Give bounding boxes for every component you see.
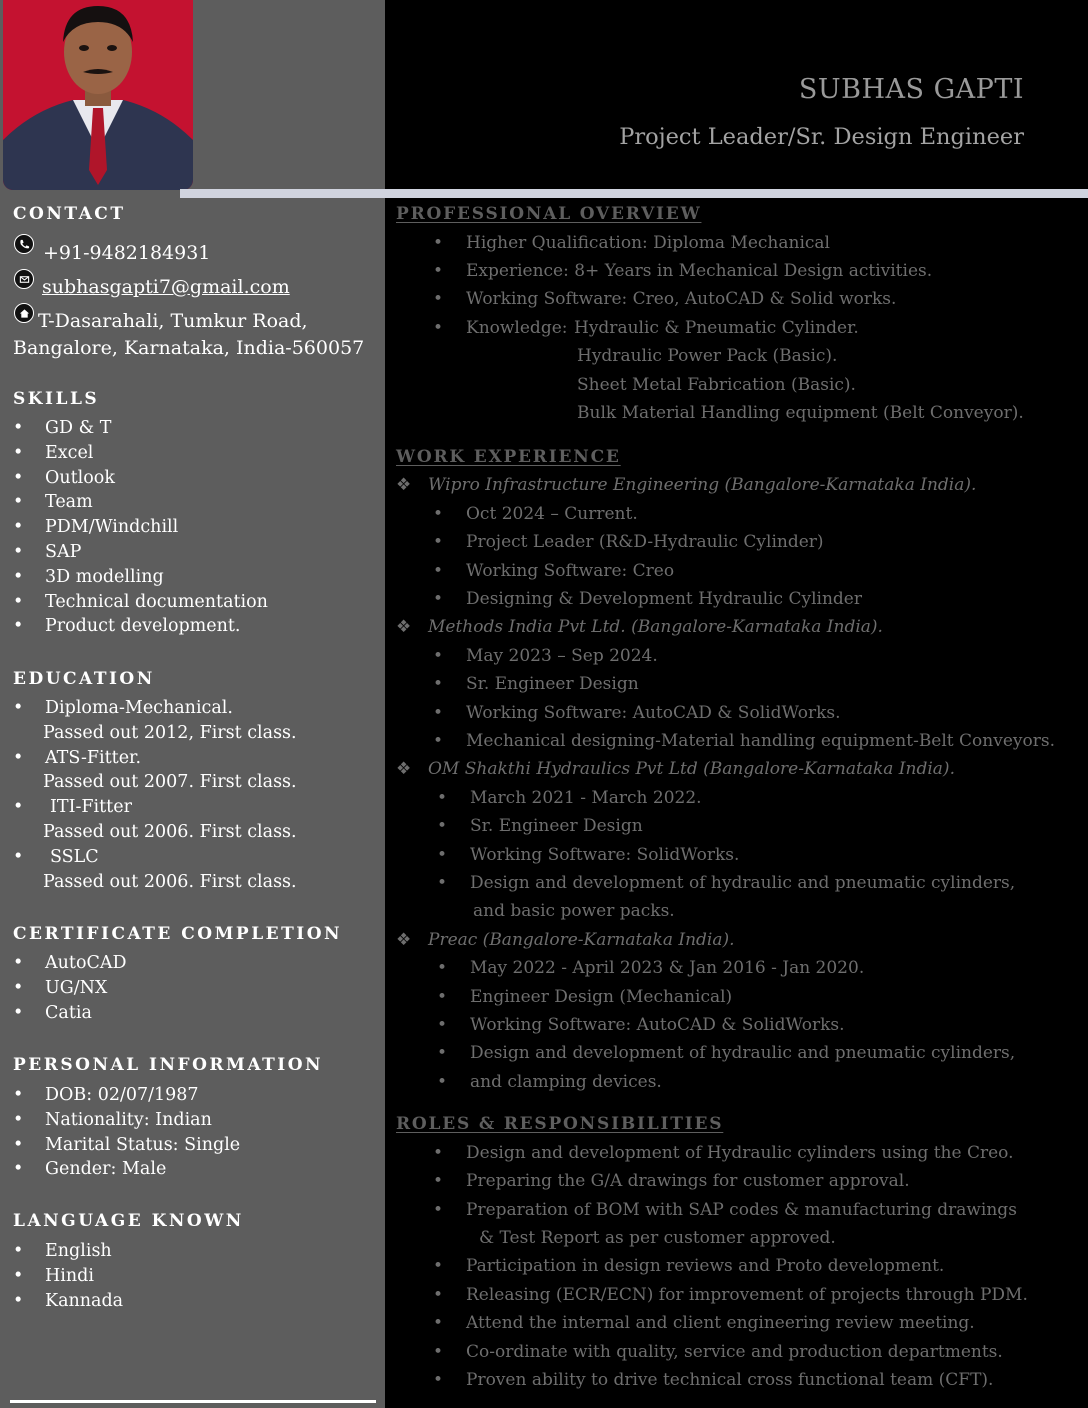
list-item: • GD & T: [13, 416, 268, 441]
work-title: WORK EXPERIENCE: [396, 447, 621, 467]
list-item: • Catia: [13, 1001, 127, 1026]
job-detail: • May 2023 – Sep 2024.: [466, 646, 658, 666]
profile-photo: [3, 0, 193, 190]
home-icon: [14, 303, 34, 323]
company-name: OM Shakthi Hydraulics Pvt Ltd (Bangalore-Karnataka India).: [428, 759, 955, 779]
company-name: Methods India Pvt Ltd. (Bangalore-Karnataka India).: [428, 617, 883, 637]
job-detail: • Mechanical designing-Material handling equipment-Belt Conveyors.: [466, 731, 1055, 751]
list-item: • Outlook: [13, 466, 268, 491]
list-item: • DOB: 02/07/1987: [13, 1083, 240, 1108]
address-line-1: T-Dasarahali, Tumkur Road,: [38, 310, 308, 332]
education-name: ITI-Fitter: [50, 797, 132, 818]
job-detail: • Working Software: SolidWorks.: [470, 845, 739, 865]
job-detail: • Designing & Development Hydraulic Cylinder: [466, 589, 862, 609]
divider: [10, 1400, 376, 1403]
knowledge-item: Hydraulic Power Pack (Basic).: [577, 346, 838, 366]
job-detail: • Working Software: Creo: [466, 561, 674, 581]
list-item: • Product development.: [13, 614, 268, 639]
diamond-bullet-icon: ❖: [396, 930, 412, 950]
skills-list: [13, 416, 268, 639]
overview-qualification: • Higher Qualification: Diploma Mechanical: [466, 233, 830, 253]
list-item: • English: [13, 1239, 123, 1264]
certificate-list: [13, 951, 127, 1025]
email-icon: [14, 269, 34, 289]
education-detail: Passed out 2006. First class.: [43, 871, 297, 892]
diamond-bullet-icon: ❖: [396, 759, 412, 779]
company-name: Wipro Infrastructure Engineering (Bangalore-Karnataka India).: [428, 475, 977, 495]
list-item: • Team: [13, 490, 268, 515]
role-item: • Proven ability to drive technical cross functional team (CFT).: [466, 1370, 993, 1390]
knowledge-item: Sheet Metal Fabrication (Basic).: [577, 375, 856, 395]
education-detail: Passed out 2012, First class.: [43, 722, 297, 743]
job-detail: • Design and development of hydraulic and pneumatic cylinders,: [470, 1043, 1015, 1063]
role-item: • Releasing (ECR/ECN) for improvement of projects through PDM.: [466, 1285, 1028, 1305]
education-name: SSLC: [50, 846, 99, 867]
overview-experience: • Experience: 8+ Years in Mechanical Design activities.: [466, 261, 932, 281]
header-divider: [180, 189, 1088, 198]
job-detail: • Sr. Engineer Design: [466, 674, 639, 694]
phone-icon: [14, 234, 34, 254]
candidate-role: Project Leader/Sr. Design Engineer: [619, 124, 1024, 150]
overview-software: • Working Software: Creo, AutoCAD & Solid works.: [466, 289, 896, 309]
list-item: • Excel: [13, 441, 268, 466]
job-detail: • May 2022 - April 2023 & Jan 2016 - Jan 2020.: [470, 958, 864, 978]
diamond-bullet-icon: ❖: [396, 617, 412, 637]
role-item: & Test Report as per customer approved.: [479, 1228, 836, 1248]
list-item: [13, 746, 297, 796]
language-list: [13, 1239, 123, 1313]
job-detail: • Project Leader (R&D-Hydraulic Cylinder): [466, 532, 824, 552]
overview-title: PROFESSIONAL OVERVIEW: [396, 204, 702, 224]
role-item: • Attend the internal and client engineering review meeting.: [466, 1313, 975, 1333]
role-item: • Co-ordinate with quality, service and production departments.: [466, 1342, 1003, 1362]
list-item: • Marital Status: Single: [13, 1133, 240, 1158]
job-detail: • Working Software: AutoCAD & SolidWorks.: [466, 703, 841, 723]
education-detail: Passed out 2006. First class.: [43, 821, 297, 842]
address-line-2: Bangalore, Karnataka, India-560057: [13, 337, 365, 359]
roles-title: ROLES & RESPONSIBILITIES: [396, 1114, 724, 1134]
job-detail: • Design and development of hydraulic and pneumatic cylinders,: [470, 873, 1015, 893]
email-link[interactable]: subhasgapti7@gmail.com: [42, 276, 290, 298]
job-detail: • Working Software: AutoCAD & SolidWorks.: [470, 1015, 845, 1035]
list-item: [13, 696, 297, 746]
education-name: Diploma-Mechanical.: [45, 698, 233, 718]
role-item: • Participation in design reviews and Proto development.: [466, 1256, 944, 1276]
knowledge-item: Bulk Material Handling equipment (Belt Conveyor).: [577, 403, 1024, 423]
list-item: [13, 845, 297, 895]
contact-title: CONTACT: [13, 204, 126, 224]
education-name: ATS-Fitter.: [45, 747, 142, 768]
overview-knowledge-label: • Knowledge:: [466, 318, 568, 338]
role-item: • Preparation of BOM with SAP codes & manufacturing drawings: [466, 1200, 1017, 1220]
personal-title: PERSONAL INFORMATION: [13, 1055, 324, 1075]
phone-number[interactable]: +91-9482184931: [43, 242, 211, 264]
list-item: • Gender: Male: [13, 1157, 240, 1182]
education-title: EDUCATION: [13, 669, 155, 689]
education-list: [13, 696, 297, 894]
language-title: LANGUAGE KNOWN: [13, 1211, 244, 1231]
list-item: • UG/NX: [13, 976, 127, 1001]
list-item: • Hindi: [13, 1264, 123, 1289]
skills-title: SKILLS: [13, 389, 100, 409]
role-item: • Design and development of Hydraulic cylinders using the Creo.: [466, 1143, 1014, 1163]
knowledge-item: Hydraulic & Pneumatic Cylinder.: [574, 318, 859, 338]
job-detail: • March 2021 - March 2022.: [470, 788, 702, 808]
job-detail: • and clamping devices.: [470, 1072, 662, 1092]
personal-list: [13, 1083, 240, 1182]
list-item: • SAP: [13, 540, 268, 565]
company-name: Preac (Bangalore-Karnataka India).: [428, 930, 735, 950]
main-content: [385, 198, 1088, 1408]
candidate-name: SUBHAS GAPTI: [798, 74, 1024, 105]
list-item: • PDM/Windchill: [13, 515, 268, 540]
list-item: [13, 795, 297, 845]
certificate-title: CERTIFICATE COMPLETION: [13, 924, 343, 944]
job-detail: • Oct 2024 – Current.: [466, 504, 638, 524]
job-detail: • Engineer Design (Mechanical): [470, 987, 732, 1007]
list-item: • Kannada: [13, 1289, 123, 1314]
role-item: • Preparing the G/A drawings for customer approval.: [466, 1171, 910, 1191]
list-item: • 3D modelling: [13, 565, 268, 590]
list-item: • Technical documentation: [13, 590, 268, 615]
sidebar: [0, 0, 385, 1408]
job-detail: and basic power packs.: [473, 901, 675, 921]
job-detail: • Sr. Engineer Design: [470, 816, 643, 836]
list-item: • Nationality: Indian: [13, 1108, 240, 1133]
diamond-bullet-icon: ❖: [396, 475, 412, 495]
list-item: • AutoCAD: [13, 951, 127, 976]
education-detail: Passed out 2007. First class.: [43, 772, 297, 793]
